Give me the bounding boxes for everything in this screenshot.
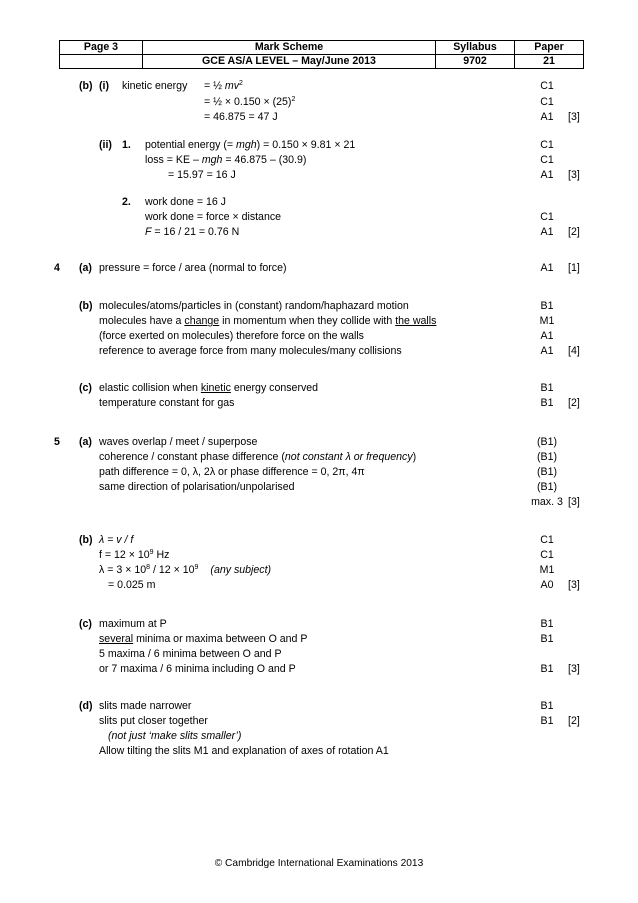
answer-line: pressure = force / area (normal to force) xyxy=(99,262,287,274)
answer-line: = 46.875 = 47 J xyxy=(204,111,278,123)
answer-line: 5 maxima / 6 minima between O and P xyxy=(99,648,282,660)
mark: A1 xyxy=(540,262,554,274)
mark: B1 xyxy=(540,382,554,394)
total-marks: [3] xyxy=(568,111,580,123)
question-number: 5 xyxy=(54,436,60,448)
answer-line: waves overlap / meet / superpose xyxy=(99,436,258,448)
answer-line: same direction of polarisation/unpolarised xyxy=(99,481,295,493)
syllabus-code: 9702 xyxy=(436,55,515,69)
mark: C1 xyxy=(540,80,554,92)
answer-line: loss = KE – mgh = 46.875 – (30.9) xyxy=(145,154,307,166)
answer-line: potential energy (= mgh) = 0.150 × 9.81 × 21 xyxy=(145,139,356,151)
page-number: Page 3 xyxy=(60,41,143,55)
part-label: (d) xyxy=(79,700,93,712)
answer-line: molecules have a change in momentum when they collide with the walls xyxy=(99,315,437,327)
part-label: (c) xyxy=(79,382,92,394)
answer-line: coherence / constant phase difference (not constant λ or frequency) xyxy=(99,451,417,463)
mark: A1 xyxy=(540,226,554,238)
part-label: (c) xyxy=(79,618,92,630)
mark: A1 xyxy=(540,111,554,123)
item-number: 1. xyxy=(122,139,131,151)
mark: C1 xyxy=(540,139,554,151)
mark: A1 xyxy=(540,345,554,357)
mark: B1 xyxy=(540,715,554,727)
answer-line: = 0.025 m xyxy=(108,579,156,591)
answer-line: = ½ × $0.150 \times (25)^2$ xyxy=(204,96,296,108)
part-label: (b) xyxy=(79,534,93,546)
total-marks: [2] xyxy=(568,226,580,238)
mark: B1 xyxy=(540,618,554,630)
mark: C1 xyxy=(540,211,554,223)
total-marks: [3] xyxy=(568,169,580,181)
mark: B1 xyxy=(540,663,554,675)
mark: C1 xyxy=(540,154,554,166)
part-label: (b) xyxy=(79,300,93,312)
answer-line: (force exerted on molecules) therefore force on the walls xyxy=(99,330,364,342)
answer-line: or 7 maxima / 6 minima including O and P xyxy=(99,663,296,675)
paper-code: 21 xyxy=(515,55,584,69)
answer-line: λ = v / f xyxy=(99,534,134,546)
answer-line: slits put closer together xyxy=(99,715,208,727)
total-marks: [3] xyxy=(568,663,580,675)
mark: B1 xyxy=(540,300,554,312)
empty-cell xyxy=(60,55,143,69)
total-marks: [3] xyxy=(568,579,580,591)
mark: C1 xyxy=(540,96,554,108)
part-label: (b) xyxy=(79,80,93,92)
mark: B1 xyxy=(540,633,554,645)
paper-label: Paper xyxy=(515,41,584,55)
total-marks: [3] xyxy=(568,496,580,508)
mark: M1 xyxy=(539,315,555,327)
mark: (B1) xyxy=(536,466,557,478)
mark: M1 xyxy=(539,564,555,576)
mark: (B1) xyxy=(536,436,557,448)
subpart-label: (ii) xyxy=(99,139,112,151)
answer-line: temperature constant for gas xyxy=(99,397,235,409)
mark: (B1) xyxy=(536,481,557,493)
total-marks: [1] xyxy=(568,262,580,274)
answer-line: F = 16 / 21 = 0.76 N xyxy=(145,226,240,238)
total-marks: [4] xyxy=(568,345,580,357)
part-label: (a) xyxy=(79,262,92,274)
part-label: (a) xyxy=(79,436,92,448)
answer-line: = ½ $mv^2$ xyxy=(204,80,243,92)
mark: C1 xyxy=(540,534,554,546)
mark-scheme-title: Mark Scheme xyxy=(143,41,436,55)
total-marks: [2] xyxy=(568,715,580,727)
answer-line: work done = force × distance xyxy=(145,211,282,223)
answer-line: $f = 12 \times 10^9$ Hz xyxy=(99,549,170,561)
answer-line: work done = 16 J xyxy=(145,196,226,208)
exam-title: GCE AS/A LEVEL – May/June 2013 xyxy=(143,55,436,69)
answer-line: slits made narrower xyxy=(99,700,192,712)
answer-label: kinetic energy xyxy=(122,80,188,92)
answer-line: reference to average force from many molecules/many collisions xyxy=(99,345,402,357)
answer-line: path difference = 0, λ, 2λ or phase difference = 0, 2π, 4π xyxy=(99,466,365,478)
copyright-footer: © Cambridge International Examinations 2013 xyxy=(214,858,424,869)
mark: B1 xyxy=(540,700,554,712)
mark: A1 xyxy=(540,169,554,181)
answer-line: $\lambda = 3 \times 10^8 / 12 \times 10^9$ (any subject) xyxy=(99,564,272,576)
syllabus-label: Syllabus xyxy=(436,41,515,55)
answer-line: Allow tilting the slits M1 and explanation of axes of rotation A1 xyxy=(99,745,389,757)
subpart-label: (i) xyxy=(99,80,109,92)
mark: B1 xyxy=(540,397,554,409)
mark: max. 3 xyxy=(531,496,563,508)
answer-line: = 15.97 = 16 J xyxy=(168,169,236,181)
mark: C1 xyxy=(540,549,554,561)
total-marks: [2] xyxy=(568,397,580,409)
mark: A1 xyxy=(540,330,554,342)
item-number: 2. xyxy=(122,196,131,208)
mark: (B1) xyxy=(536,451,557,463)
answer-line: several minima or maxima between O and P xyxy=(99,633,308,645)
question-number: 4 xyxy=(54,262,60,274)
answer-note: (not just ‘make slits smaller’) xyxy=(108,730,242,742)
answer-line: maximum at P xyxy=(99,618,167,630)
mark: A0 xyxy=(540,579,554,591)
answer-line: elastic collision when kinetic energy conserved xyxy=(99,382,319,394)
answer-line: molecules/atoms/particles in (constant) random/haphazard motion xyxy=(99,300,409,312)
header-table xyxy=(59,40,584,69)
